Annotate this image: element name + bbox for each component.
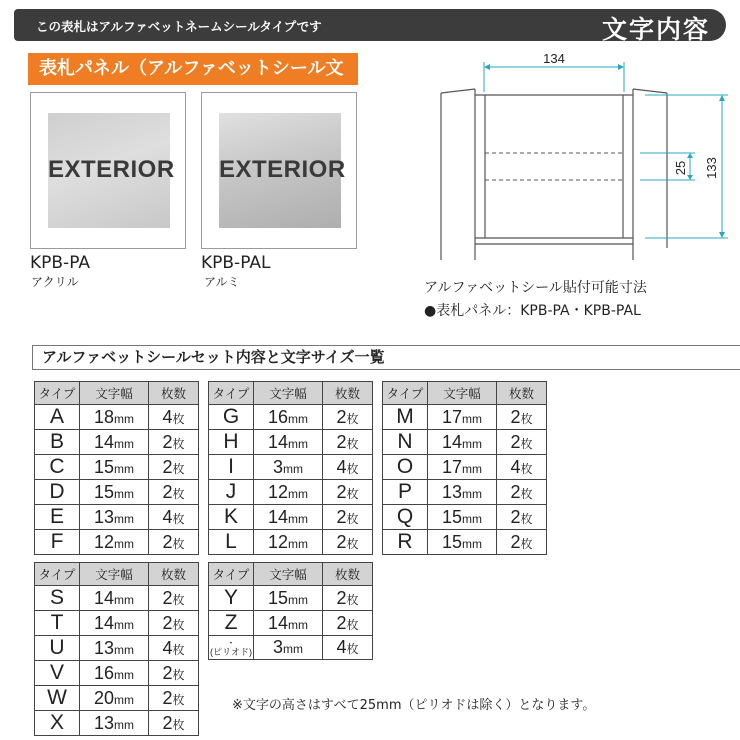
width-unit: mm: [114, 717, 135, 732]
count-unit: 枚: [346, 436, 359, 451]
count-cell: [149, 686, 199, 711]
width-value: 16: [267, 406, 289, 427]
header-count: 枚数: [497, 382, 547, 405]
table-header-row: [209, 563, 373, 586]
type-cell: P: [383, 480, 428, 505]
count-cell: [149, 480, 199, 505]
table-row: [209, 636, 373, 660]
width-unit: mm: [114, 486, 135, 501]
count-value: 2: [162, 612, 173, 633]
sample-code: KPB-PA: [30, 253, 90, 273]
width-unit: mm: [288, 411, 309, 426]
plate-text: EXTERIOR: [48, 156, 175, 183]
table-row: [35, 586, 199, 611]
count-cell: [149, 711, 199, 736]
count-cell: [323, 586, 373, 611]
count-unit: 枚: [346, 411, 359, 426]
width-value: 17: [441, 406, 463, 427]
type-cell: I: [209, 455, 254, 480]
size-table-5: [208, 562, 373, 660]
table-row: [383, 530, 547, 555]
count-value: 2: [336, 406, 347, 427]
sample-material: アルミ: [204, 275, 240, 289]
count-unit: 枚: [346, 536, 359, 551]
type-cell: N: [383, 430, 428, 455]
header-count: 枚数: [323, 382, 373, 405]
count-cell: [149, 586, 199, 611]
table-row: [209, 455, 373, 480]
count-cell: [497, 405, 547, 430]
header-width: 文字幅: [254, 563, 323, 586]
diagram-applies: ●表札パネル：KPB-PA・KPB-PAL: [424, 303, 641, 319]
count-unit: 枚: [172, 536, 185, 551]
type-cell: [209, 636, 254, 660]
count-unit: 枚: [520, 486, 533, 501]
width-value: 14: [441, 431, 463, 452]
count-cell: [497, 505, 547, 530]
table-row: [209, 586, 373, 611]
table-row: [383, 430, 547, 455]
count-cell: [149, 530, 199, 555]
width-dimension: 134: [543, 51, 565, 66]
type-cell: X: [35, 711, 80, 736]
width-unit: mm: [288, 536, 309, 551]
table-row: [209, 430, 373, 455]
table-row: [35, 455, 199, 480]
type-cell: A: [35, 405, 80, 430]
width-unit: mm: [462, 511, 483, 526]
header-type: タイプ: [35, 563, 80, 586]
count-unit: 枚: [172, 411, 185, 426]
width-cell: [254, 530, 323, 555]
type-cell: L: [209, 530, 254, 555]
table-row: [209, 405, 373, 430]
count-unit: 枚: [520, 511, 533, 526]
type-cell: Z: [209, 611, 254, 636]
count-value: 2: [336, 612, 347, 633]
count-value: 2: [162, 687, 173, 708]
diagram-caption: アルファベットシール貼付可能寸法: [424, 280, 647, 296]
width-value: 12: [93, 531, 115, 552]
count-cell: [323, 455, 373, 480]
size-table-4: [34, 562, 199, 736]
width-value: 3: [272, 456, 283, 477]
count-value: 4: [162, 637, 173, 658]
type-cell: U: [35, 636, 80, 661]
count-unit: 枚: [346, 461, 359, 476]
width-unit: mm: [462, 436, 483, 451]
table-row: [383, 455, 547, 480]
count-cell: [497, 455, 547, 480]
type-cell: M: [383, 405, 428, 430]
type-letter: ・: [226, 637, 236, 648]
type-cell: K: [209, 505, 254, 530]
count-cell: [149, 505, 199, 530]
width-cell: [254, 480, 323, 505]
type-cell: S: [35, 586, 80, 611]
type-cell: B: [35, 430, 80, 455]
width-cell: [428, 405, 497, 430]
count-unit: 枚: [172, 511, 185, 526]
count-cell: [323, 505, 373, 530]
table-header-row: [35, 382, 199, 405]
width-value: 14: [93, 587, 115, 608]
count-value: 2: [336, 431, 347, 452]
count-value: 2: [162, 431, 173, 452]
count-value: 2: [162, 531, 173, 552]
count-value: 2: [336, 587, 347, 608]
count-unit: 枚: [346, 511, 359, 526]
width-unit: mm: [114, 617, 135, 632]
width-value: 13: [93, 637, 115, 658]
width-value: 15: [93, 456, 115, 477]
count-value: 2: [162, 662, 173, 683]
count-value: 2: [510, 431, 521, 452]
count-unit: 枚: [172, 486, 185, 501]
count-value: 2: [510, 481, 521, 502]
table-row: [35, 711, 199, 736]
type-cell: H: [209, 430, 254, 455]
count-unit: 枚: [172, 617, 185, 632]
width-cell: [428, 530, 497, 555]
count-value: 4: [336, 637, 347, 657]
width-cell: [428, 480, 497, 505]
count-value: 2: [162, 712, 173, 733]
size-table-3: [382, 381, 547, 555]
table-row: [209, 505, 373, 530]
count-unit: 枚: [346, 617, 359, 632]
type-cell: F: [35, 530, 80, 555]
count-value: 2: [510, 531, 521, 552]
count-cell: [149, 405, 199, 430]
width-cell: [428, 505, 497, 530]
count-unit: 枚: [172, 717, 185, 732]
footnote: ※文字の高さはすべて25mm（ピリオドは除く）となります。: [232, 698, 596, 713]
width-value: 14: [267, 431, 289, 452]
width-cell: [80, 455, 149, 480]
width-value: 18: [93, 406, 115, 427]
width-unit: mm: [462, 411, 483, 426]
width-unit: mm: [462, 486, 483, 501]
width-unit: mm: [288, 436, 309, 451]
width-value: 14: [93, 431, 115, 452]
count-value: 2: [336, 481, 347, 502]
table-row: [383, 405, 547, 430]
width-unit: mm: [288, 511, 309, 526]
header-width: 文字幅: [80, 563, 149, 586]
type-cell: O: [383, 455, 428, 480]
count-cell: [497, 530, 547, 555]
table-row: [35, 530, 199, 555]
table-row: [209, 480, 373, 505]
width-unit: mm: [288, 617, 309, 632]
type-cell: W: [35, 686, 80, 711]
height-dimension: 133: [704, 157, 719, 179]
table-row: [35, 505, 199, 530]
count-value: 2: [162, 481, 173, 502]
width-cell: [428, 455, 497, 480]
width-value: 13: [93, 506, 115, 527]
count-unit: 枚: [172, 592, 185, 607]
count-unit: 枚: [346, 592, 359, 607]
panel-label: 表札パネル（アルファベットシール文: [28, 53, 358, 85]
count-unit: 枚: [346, 486, 359, 501]
type-cell: C: [35, 455, 80, 480]
header-subtitle: この表札はアルファベットネームシールタイプです: [36, 19, 322, 34]
width-cell: [80, 430, 149, 455]
count-cell: [323, 480, 373, 505]
count-unit: 枚: [172, 461, 185, 476]
width-value: 15: [267, 587, 289, 608]
count-unit: 枚: [172, 692, 185, 707]
count-value: 4: [510, 456, 521, 477]
count-unit: 枚: [346, 642, 359, 656]
count-value: 2: [162, 456, 173, 477]
type-cell: Y: [209, 586, 254, 611]
size-table-1: [34, 381, 199, 555]
width-value: 14: [93, 612, 115, 633]
type-cell: D: [35, 480, 80, 505]
count-value: 2: [336, 531, 347, 552]
count-unit: 枚: [172, 667, 185, 682]
width-unit: mm: [114, 511, 135, 526]
table-row: [35, 686, 199, 711]
width-value: 14: [267, 506, 289, 527]
table-row: [35, 480, 199, 505]
width-value: 16: [93, 662, 115, 683]
count-cell: [149, 455, 199, 480]
width-cell: [254, 586, 323, 611]
table-row: [35, 661, 199, 686]
width-cell: [428, 430, 497, 455]
header-type: タイプ: [35, 382, 80, 405]
size-table-2: [208, 381, 373, 555]
width-cell: [80, 586, 149, 611]
count-value: 2: [336, 506, 347, 527]
width-value: 12: [267, 531, 289, 552]
table-row: [209, 611, 373, 636]
width-cell: [80, 480, 149, 505]
count-value: 2: [510, 406, 521, 427]
table-row: [383, 505, 547, 530]
width-cell: [80, 530, 149, 555]
header-title: 文字内容: [601, 15, 710, 44]
count-cell: [323, 405, 373, 430]
count-cell: [323, 636, 373, 660]
width-unit: mm: [114, 411, 135, 426]
width-cell: [80, 686, 149, 711]
width-unit: mm: [114, 667, 135, 682]
header-count: 枚数: [149, 382, 199, 405]
width-value: 13: [441, 481, 463, 502]
table-row: [35, 636, 199, 661]
width-value: 15: [441, 506, 463, 527]
count-value: 4: [162, 406, 173, 427]
count-cell: [149, 611, 199, 636]
width-value: 12: [267, 481, 289, 502]
header-type: タイプ: [209, 563, 254, 586]
width-unit: mm: [114, 536, 135, 551]
count-cell: [497, 480, 547, 505]
sample-material: アクリル: [31, 275, 79, 289]
count-value: 2: [510, 506, 521, 527]
width-cell: [80, 405, 149, 430]
header-count: 枚数: [323, 563, 373, 586]
width-unit: mm: [114, 436, 135, 451]
width-unit: mm: [114, 592, 135, 607]
count-value: 4: [336, 456, 347, 477]
count-cell: [497, 430, 547, 455]
width-cell: [254, 405, 323, 430]
width-value: 20: [93, 687, 115, 708]
type-cell: Q: [383, 505, 428, 530]
sample-code: KPB-PAL: [201, 253, 271, 273]
width-cell: [254, 505, 323, 530]
count-value: 4: [162, 506, 173, 527]
width-unit: mm: [114, 461, 135, 476]
width-cell: [80, 505, 149, 530]
width-cell: [254, 611, 323, 636]
plate-text: EXTERIOR: [219, 156, 346, 183]
type-cell: V: [35, 661, 80, 686]
table-row: [35, 611, 199, 636]
count-cell: [149, 430, 199, 455]
count-unit: 枚: [172, 642, 185, 657]
table-row: [35, 405, 199, 430]
type-cell: J: [209, 480, 254, 505]
width-value: 15: [93, 481, 115, 502]
header-count: 枚数: [149, 563, 199, 586]
width-cell: [254, 455, 323, 480]
count-unit: 枚: [520, 436, 533, 451]
width-unit: mm: [283, 642, 303, 656]
table-header-row: [209, 382, 373, 405]
count-unit: 枚: [520, 461, 533, 476]
count-cell: [323, 611, 373, 636]
width-value: 17: [441, 456, 463, 477]
table-row: [209, 530, 373, 555]
header-type: タイプ: [383, 382, 428, 405]
width-unit: mm: [114, 692, 135, 707]
type-note: (ピリオド): [210, 646, 252, 657]
width-unit: mm: [283, 461, 303, 476]
width-cell: [80, 661, 149, 686]
width-value: 15: [441, 531, 463, 552]
width-value: 3: [272, 637, 283, 657]
width-cell: [80, 711, 149, 736]
width-unit: mm: [288, 486, 309, 501]
width-value: 14: [267, 612, 289, 633]
header-width: 文字幅: [254, 382, 323, 405]
header-type: タイプ: [209, 382, 254, 405]
count-cell: [323, 530, 373, 555]
section-title: アルファベットシールセット内容と文字サイズ一覧: [32, 345, 740, 370]
type-cell: R: [383, 530, 428, 555]
table-row: [35, 430, 199, 455]
width-cell: [80, 611, 149, 636]
header-width: 文字幅: [80, 382, 149, 405]
table-header-row: [35, 563, 199, 586]
table-header-row: [383, 382, 547, 405]
width-value: 13: [93, 712, 115, 733]
count-cell: [149, 661, 199, 686]
width-unit: mm: [462, 461, 483, 476]
type-cell: E: [35, 505, 80, 530]
count-value: 2: [162, 587, 173, 608]
count-unit: 枚: [172, 436, 185, 451]
count-unit: 枚: [520, 536, 533, 551]
width-cell: [254, 430, 323, 455]
width-unit: mm: [288, 592, 309, 607]
type-cell: G: [209, 405, 254, 430]
table-row: [383, 480, 547, 505]
char-height-dimension: 25: [673, 160, 688, 176]
header-width: 文字幅: [428, 382, 497, 405]
count-unit: 枚: [520, 411, 533, 426]
width-unit: mm: [462, 536, 483, 551]
count-cell: [323, 430, 373, 455]
count-cell: [149, 636, 199, 661]
width-cell: [80, 636, 149, 661]
width-unit: mm: [114, 642, 135, 657]
width-cell: [254, 636, 323, 660]
type-cell: T: [35, 611, 80, 636]
